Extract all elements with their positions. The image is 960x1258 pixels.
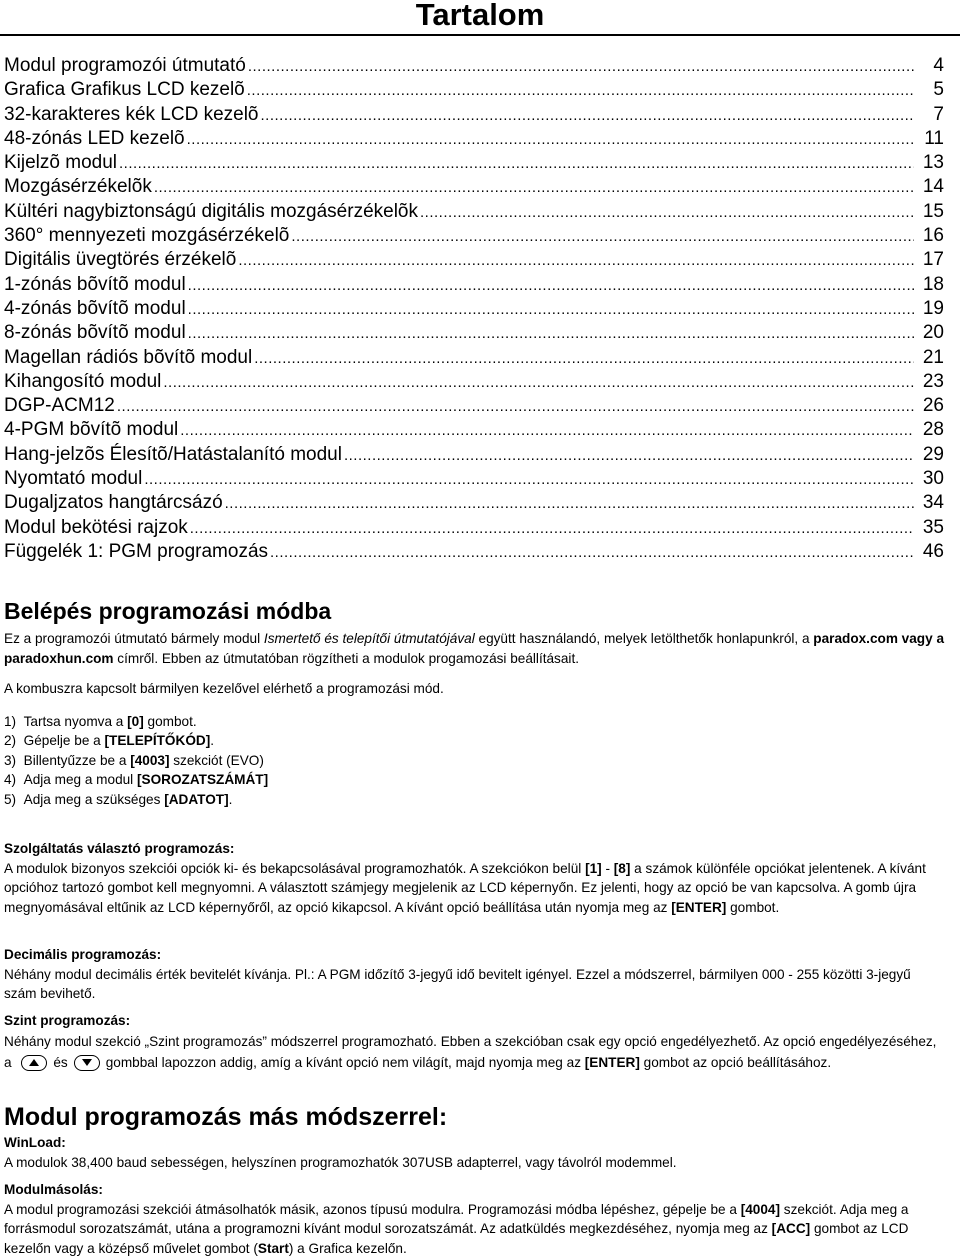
toc-leader-dots xyxy=(344,444,914,468)
step-item: 5) Adja meg a szükséges [ADATOT]. xyxy=(4,791,233,807)
intro-paragraph: Ez a programozói útmutató bármely modul Ismertető és telepítői útmutatójával együtt használandó, melyek letölthetők honlapunkról, a paradox.com vagy a paradoxhun.com címről. Ebben az útmutatóban rögzítheti a modulok progamozási beállításait. xyxy=(4,631,945,666)
selector-heading: Szolgáltatás választó programozás: xyxy=(4,841,235,856)
enter-programming-section xyxy=(4,629,944,809)
toc-entry[interactable] xyxy=(4,175,944,199)
toc-entry-title: Modul programozói útmutató xyxy=(4,55,246,76)
module-copy-heading: Modulmásolás: xyxy=(4,1182,103,1197)
key-label: [ADATOT] xyxy=(164,791,229,807)
toc-leader-dots xyxy=(248,55,914,79)
arrow-up-button-icon xyxy=(21,1055,47,1071)
key-label: [TELEPÍTŐKÓD] xyxy=(104,733,211,748)
toc-entry-title: Modul bekötési rajzok xyxy=(4,516,188,538)
toc-leader-dots xyxy=(188,274,914,298)
toc-entry[interactable] xyxy=(4,540,944,564)
toc-entry-page: 13 xyxy=(922,152,944,174)
toc-entry-page: 4 xyxy=(933,55,944,76)
section-heading-other-methods: Modul programozás más módszerrel: xyxy=(4,1103,448,1131)
page-title: Tartalom xyxy=(415,0,545,32)
toc-entry-title: Dugaljzatos hangtárcsázó xyxy=(4,492,223,514)
toc-entry-title: Kültéri nagybiztonságú digitális mozgásérzékelõk xyxy=(4,200,419,222)
steps-list xyxy=(4,712,944,810)
toc-entry-title: Nyomtató modul xyxy=(4,468,143,490)
toc-entry-title: 4-PGM bõvítõ modul xyxy=(4,419,179,441)
toc-entry-title: 4-zónás bõvítõ modul xyxy=(4,297,186,319)
toc-entry-page: 29 xyxy=(922,443,944,465)
toc-entry-page: 7 xyxy=(933,103,944,125)
toc-entry[interactable] xyxy=(4,346,944,370)
step-item: 3) Billentyűzze be a [4003] szekciót (EVO) xyxy=(4,752,264,768)
toc-leader-dots xyxy=(225,492,914,516)
toc-entry-title: 360° mennyezeti mozgásérzékelõ xyxy=(4,225,290,247)
toc-entry[interactable] xyxy=(4,78,944,102)
toc-leader-dots xyxy=(154,176,914,200)
toc-leader-dots xyxy=(188,322,914,346)
section-heading-enter-programming: Belépés programozási módba xyxy=(4,598,332,624)
toc-entry[interactable] xyxy=(4,103,944,127)
toc-entry-title: Kijelzõ modul xyxy=(4,152,117,174)
toc-leader-dots xyxy=(420,201,914,225)
toc-entry[interactable] xyxy=(4,394,944,418)
toc-leader-dots xyxy=(270,541,914,565)
level-programming-section xyxy=(4,1011,944,1073)
toc-entry-title: Hang-jelzõs Élesítõ/Hatástalanító modul xyxy=(4,443,342,465)
toc-entry[interactable] xyxy=(4,370,944,394)
kombusz-paragraph: A kombuszra kapcsolt bármilyen kezelővel elérhető a programozási mód. xyxy=(4,681,444,696)
toc-entry[interactable] xyxy=(4,224,944,248)
level-heading: Szint programozás: xyxy=(4,1013,131,1028)
toc-leader-dots xyxy=(180,419,914,443)
toc-entry-title: Digitális üvegtörés érzékelõ xyxy=(4,249,237,271)
key-label: [0] xyxy=(127,713,144,729)
toc-entry[interactable] xyxy=(4,516,944,540)
toc-entry-page: 28 xyxy=(922,419,944,441)
toc-entry-page: 17 xyxy=(922,249,944,271)
toc-entry-page: 16 xyxy=(922,225,944,247)
toc-entry-page: 18 xyxy=(922,273,944,295)
toc-entry[interactable] xyxy=(4,297,944,321)
toc-entry-page: 35 xyxy=(922,516,944,538)
toc-entry-title: Kihangosító modul xyxy=(4,370,162,392)
toc-entry[interactable] xyxy=(4,127,944,151)
toc-leader-dots xyxy=(247,79,914,103)
decimal-heading: Decimális programozás: xyxy=(4,947,162,962)
toc-leader-dots xyxy=(291,225,914,249)
table-of-contents xyxy=(4,54,944,564)
winload-heading: WinLoad: xyxy=(4,1135,66,1150)
selector-programming-section xyxy=(4,839,944,917)
toc-leader-dots xyxy=(254,347,914,371)
toc-leader-dots xyxy=(144,468,914,492)
toc-entry-page: 5 xyxy=(933,79,944,101)
decimal-programming-section xyxy=(4,945,944,1004)
step-item: 2) Gépelje be a [TELEPÍTŐKÓD]. xyxy=(4,733,215,748)
level-paragraph: Néhány modul szekció „Szint programozás” módszerrel programozható. Ebben a szekcióban csak egy opció engedélyezhető. Az opció engedélyezéséhez, a és gombbal lapozzon addig, amíg a kívánt opció nem világít, majd nyomja meg az [ENTER] gombot az opció beállításához. xyxy=(4,1033,937,1070)
toc-entry-page: 46 xyxy=(922,540,944,562)
toc-entry-page: 34 xyxy=(922,492,944,514)
key-label: [SOROZATSZÁMÁT] xyxy=(136,772,269,787)
toc-entry-page: 19 xyxy=(922,297,944,319)
toc-entry-page: 11 xyxy=(924,127,944,149)
step-item: 4) Adja meg a modul [SOROZATSZÁMÁT] xyxy=(4,772,269,787)
toc-entry[interactable] xyxy=(4,54,944,78)
toc-entry-page: 26 xyxy=(922,395,944,417)
toc-entry-title: DGP-ACM12 xyxy=(4,395,115,417)
toc-entry[interactable] xyxy=(4,467,944,491)
toc-entry-title: 1-zónás bõvítõ modul xyxy=(4,273,186,295)
toc-entry-page: 14 xyxy=(922,176,944,198)
toc-leader-dots xyxy=(188,298,914,322)
toc-entry-title: 32-karakteres kék LCD kezelõ xyxy=(4,103,259,125)
winload-section xyxy=(4,1133,944,1172)
toc-entry[interactable] xyxy=(4,248,944,272)
toc-entry-title: Függelék 1: PGM programozás xyxy=(4,540,269,562)
title-divider xyxy=(0,34,960,36)
toc-entry[interactable] xyxy=(4,200,944,224)
toc-leader-dots xyxy=(238,249,914,273)
winload-paragraph: A modulok 38,400 baud sebességen, helyszínen programozhatók 307USB adapterrel, vagy távolról modemmel. xyxy=(4,1154,677,1170)
module-copy-paragraph: A modul programozási szekciói átmásolhatók másik, azonos típusú modulra. Programozási módba lépéshez, gépelje be a [4004] szekciót. Adja meg a forrásmodul sorozatszámát, utána a programozni kívánt modul sorozatszámát. Az adatküldés megkezdéséhez, nyomja meg az [ACC] gombot az LCD kezelőn vagy a középső művelet gombot (Start) a Grafica kezelőn. xyxy=(4,1201,909,1256)
toc-entry[interactable] xyxy=(4,273,944,297)
toc-entry[interactable] xyxy=(4,321,944,345)
toc-leader-dots xyxy=(190,517,914,541)
key-label: [4003] xyxy=(130,752,170,768)
step-item: 1) Tartsa nyomva a [0] gombot. xyxy=(4,713,197,729)
selector-paragraph: A modulok bizonyos szekciói opciók ki- és bekapcsolásával programozhatók. A szekciókon belül [1] - [8] a számok különféle opciókat jelentenek. A kívánt opcióhoz tartozó gombot kell megnyomni. A választott számjegy megjelenik az LCD képernyőn. Ez jelenti, hogy az opció be van kapcsolva. A gomb újra megnyomásával eltűnik az LCD képernyőről, az opció kikapcsol. A kívánt opció beállítása után nyomja meg az [ENTER] gombot. xyxy=(4,860,926,915)
toc-entry-page: 15 xyxy=(922,200,944,222)
toc-entry-page: 21 xyxy=(922,346,944,368)
toc-leader-dots xyxy=(187,128,914,152)
toc-entry-page: 30 xyxy=(922,468,944,490)
toc-entry[interactable] xyxy=(4,151,944,175)
toc-leader-dots xyxy=(261,104,915,128)
toc-entry-title: Magellan rádiós bõvítõ modul xyxy=(4,346,253,368)
arrow-down-button-icon xyxy=(74,1055,100,1071)
decimal-paragraph: Néhány modul decimális érték bevitelét kívánja. Pl.: A PGM időzítő 3-jegyű idő bevitelt igényel. Ezzel a módszerrel, bármilyen 000 - 255 közötti 3-jegyű szám bevihető. xyxy=(4,966,911,1001)
toc-entry-title: 8-zónás bõvítõ modul xyxy=(4,322,186,344)
toc-entry[interactable] xyxy=(4,443,944,467)
toc-leader-dots xyxy=(163,371,914,395)
toc-entry[interactable] xyxy=(4,418,944,442)
toc-leader-dots xyxy=(117,395,914,419)
module-copy-section xyxy=(4,1180,944,1258)
toc-entry-page: 23 xyxy=(922,370,944,392)
toc-leader-dots xyxy=(119,152,914,176)
toc-entry-page: 20 xyxy=(922,322,944,344)
toc-entry[interactable] xyxy=(4,491,944,515)
toc-entry-title: Mozgásérzékelõk xyxy=(4,176,152,198)
toc-entry-title: Grafica Grafikus LCD kezelõ xyxy=(4,79,245,101)
toc-entry-title: 48-zónás LED kezelõ xyxy=(4,127,185,149)
